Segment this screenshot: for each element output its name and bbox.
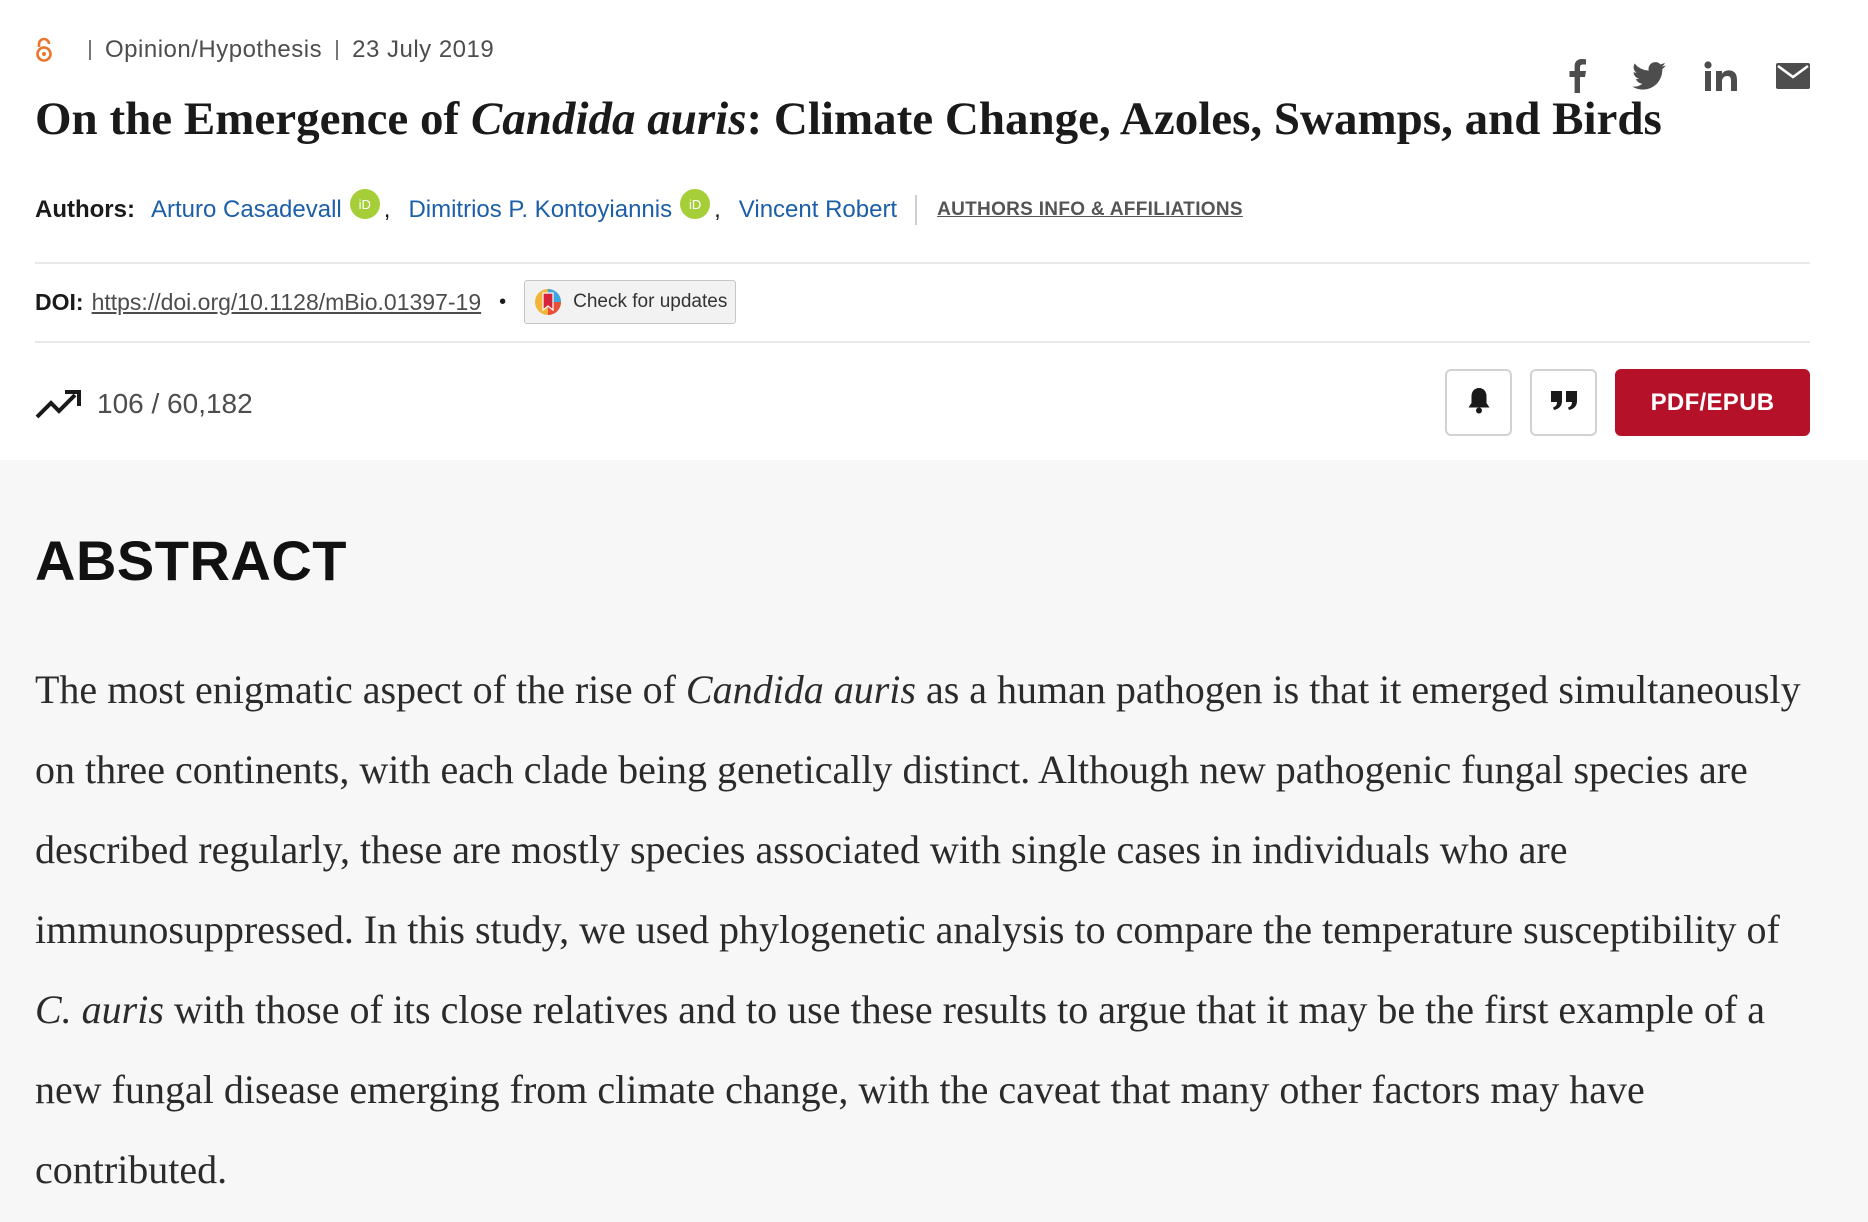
author-separator: , bbox=[383, 196, 391, 223]
meta-divider bbox=[89, 40, 91, 60]
pdf-epub-button[interactable]: PDF/EPUB bbox=[1615, 369, 1810, 436]
check-for-updates-button[interactable] bbox=[524, 280, 736, 324]
author-link-casadevall[interactable]: Arturo Casadevall bbox=[151, 196, 342, 223]
article-type: Opinion/Hypothesis bbox=[105, 36, 323, 63]
orcid-icon[interactable]: iD bbox=[350, 189, 380, 219]
doi-line bbox=[35, 280, 1810, 324]
authors-affiliations-link[interactable]: AUTHORS INFO & AFFILIATIONS bbox=[937, 199, 1243, 220]
divider bbox=[35, 262, 1810, 264]
doi-link[interactable]: https://doi.org/10.1128/mBio.01397-19 bbox=[91, 288, 482, 315]
citations-downloads-count[interactable]: 106 / 60,182 bbox=[97, 388, 253, 419]
open-access-icon bbox=[35, 37, 57, 63]
authors-label: Authors: bbox=[35, 196, 135, 223]
divider bbox=[35, 341, 1810, 343]
authors-divider bbox=[915, 195, 917, 225]
crossmark-icon bbox=[533, 287, 563, 317]
species-name-abbrev: C. auris bbox=[35, 987, 164, 1032]
check-for-updates-label: Check for updates bbox=[573, 291, 728, 312]
cite-button[interactable] bbox=[1530, 369, 1597, 436]
author-separator: , bbox=[714, 196, 721, 223]
authors-line bbox=[35, 190, 1810, 230]
article-title bbox=[35, 88, 1810, 150]
meta-divider bbox=[336, 40, 338, 60]
abstract-text: The most enigmatic aspect of the rise of Candida auris as a human pathogen is that it emerged simultaneously on three continents, with each clade being genetically distinct. Although new pathogenic fungal species are described regularly, these are mostly species associated with single cases in individuals who are immunosuppressed. In this study, we used phylogenetic analysis to compare the temperature susceptibility of C. auris with those of its close relatives and to use these results to argue that it may be the first example of a new fungal disease emerging from climate change, with the caveat that many other factors may have contributed. bbox=[35, 667, 1801, 1192]
trending-up-icon bbox=[35, 387, 81, 421]
abstract-section bbox=[0, 460, 1868, 1222]
species-name: Candida auris bbox=[685, 667, 916, 712]
article-actions bbox=[1445, 369, 1810, 436]
abstract-heading: ABSTRACT bbox=[35, 529, 347, 592]
title-suffix: : Climate Change, Azoles, Swamps, and Birds bbox=[746, 93, 1662, 145]
alert-button[interactable] bbox=[1445, 369, 1512, 436]
doi-label: DOI: bbox=[35, 288, 84, 315]
title-prefix: On the Emergence of bbox=[35, 93, 471, 145]
quote-icon bbox=[1550, 389, 1578, 416]
publication-date: 23 July 2019 bbox=[352, 36, 495, 63]
title-species: Candida auris bbox=[470, 93, 747, 145]
author-link-kontoyiannis[interactable]: Dimitrios P. Kontoyiannis bbox=[408, 196, 673, 223]
orcid-icon[interactable]: iD bbox=[680, 189, 710, 219]
doi-bullet: • bbox=[499, 290, 507, 313]
bell-icon bbox=[1467, 386, 1491, 419]
author-link-robert[interactable]: Vincent Robert bbox=[738, 196, 898, 223]
article-meta bbox=[35, 30, 1810, 70]
article-header bbox=[0, 0, 1868, 460]
